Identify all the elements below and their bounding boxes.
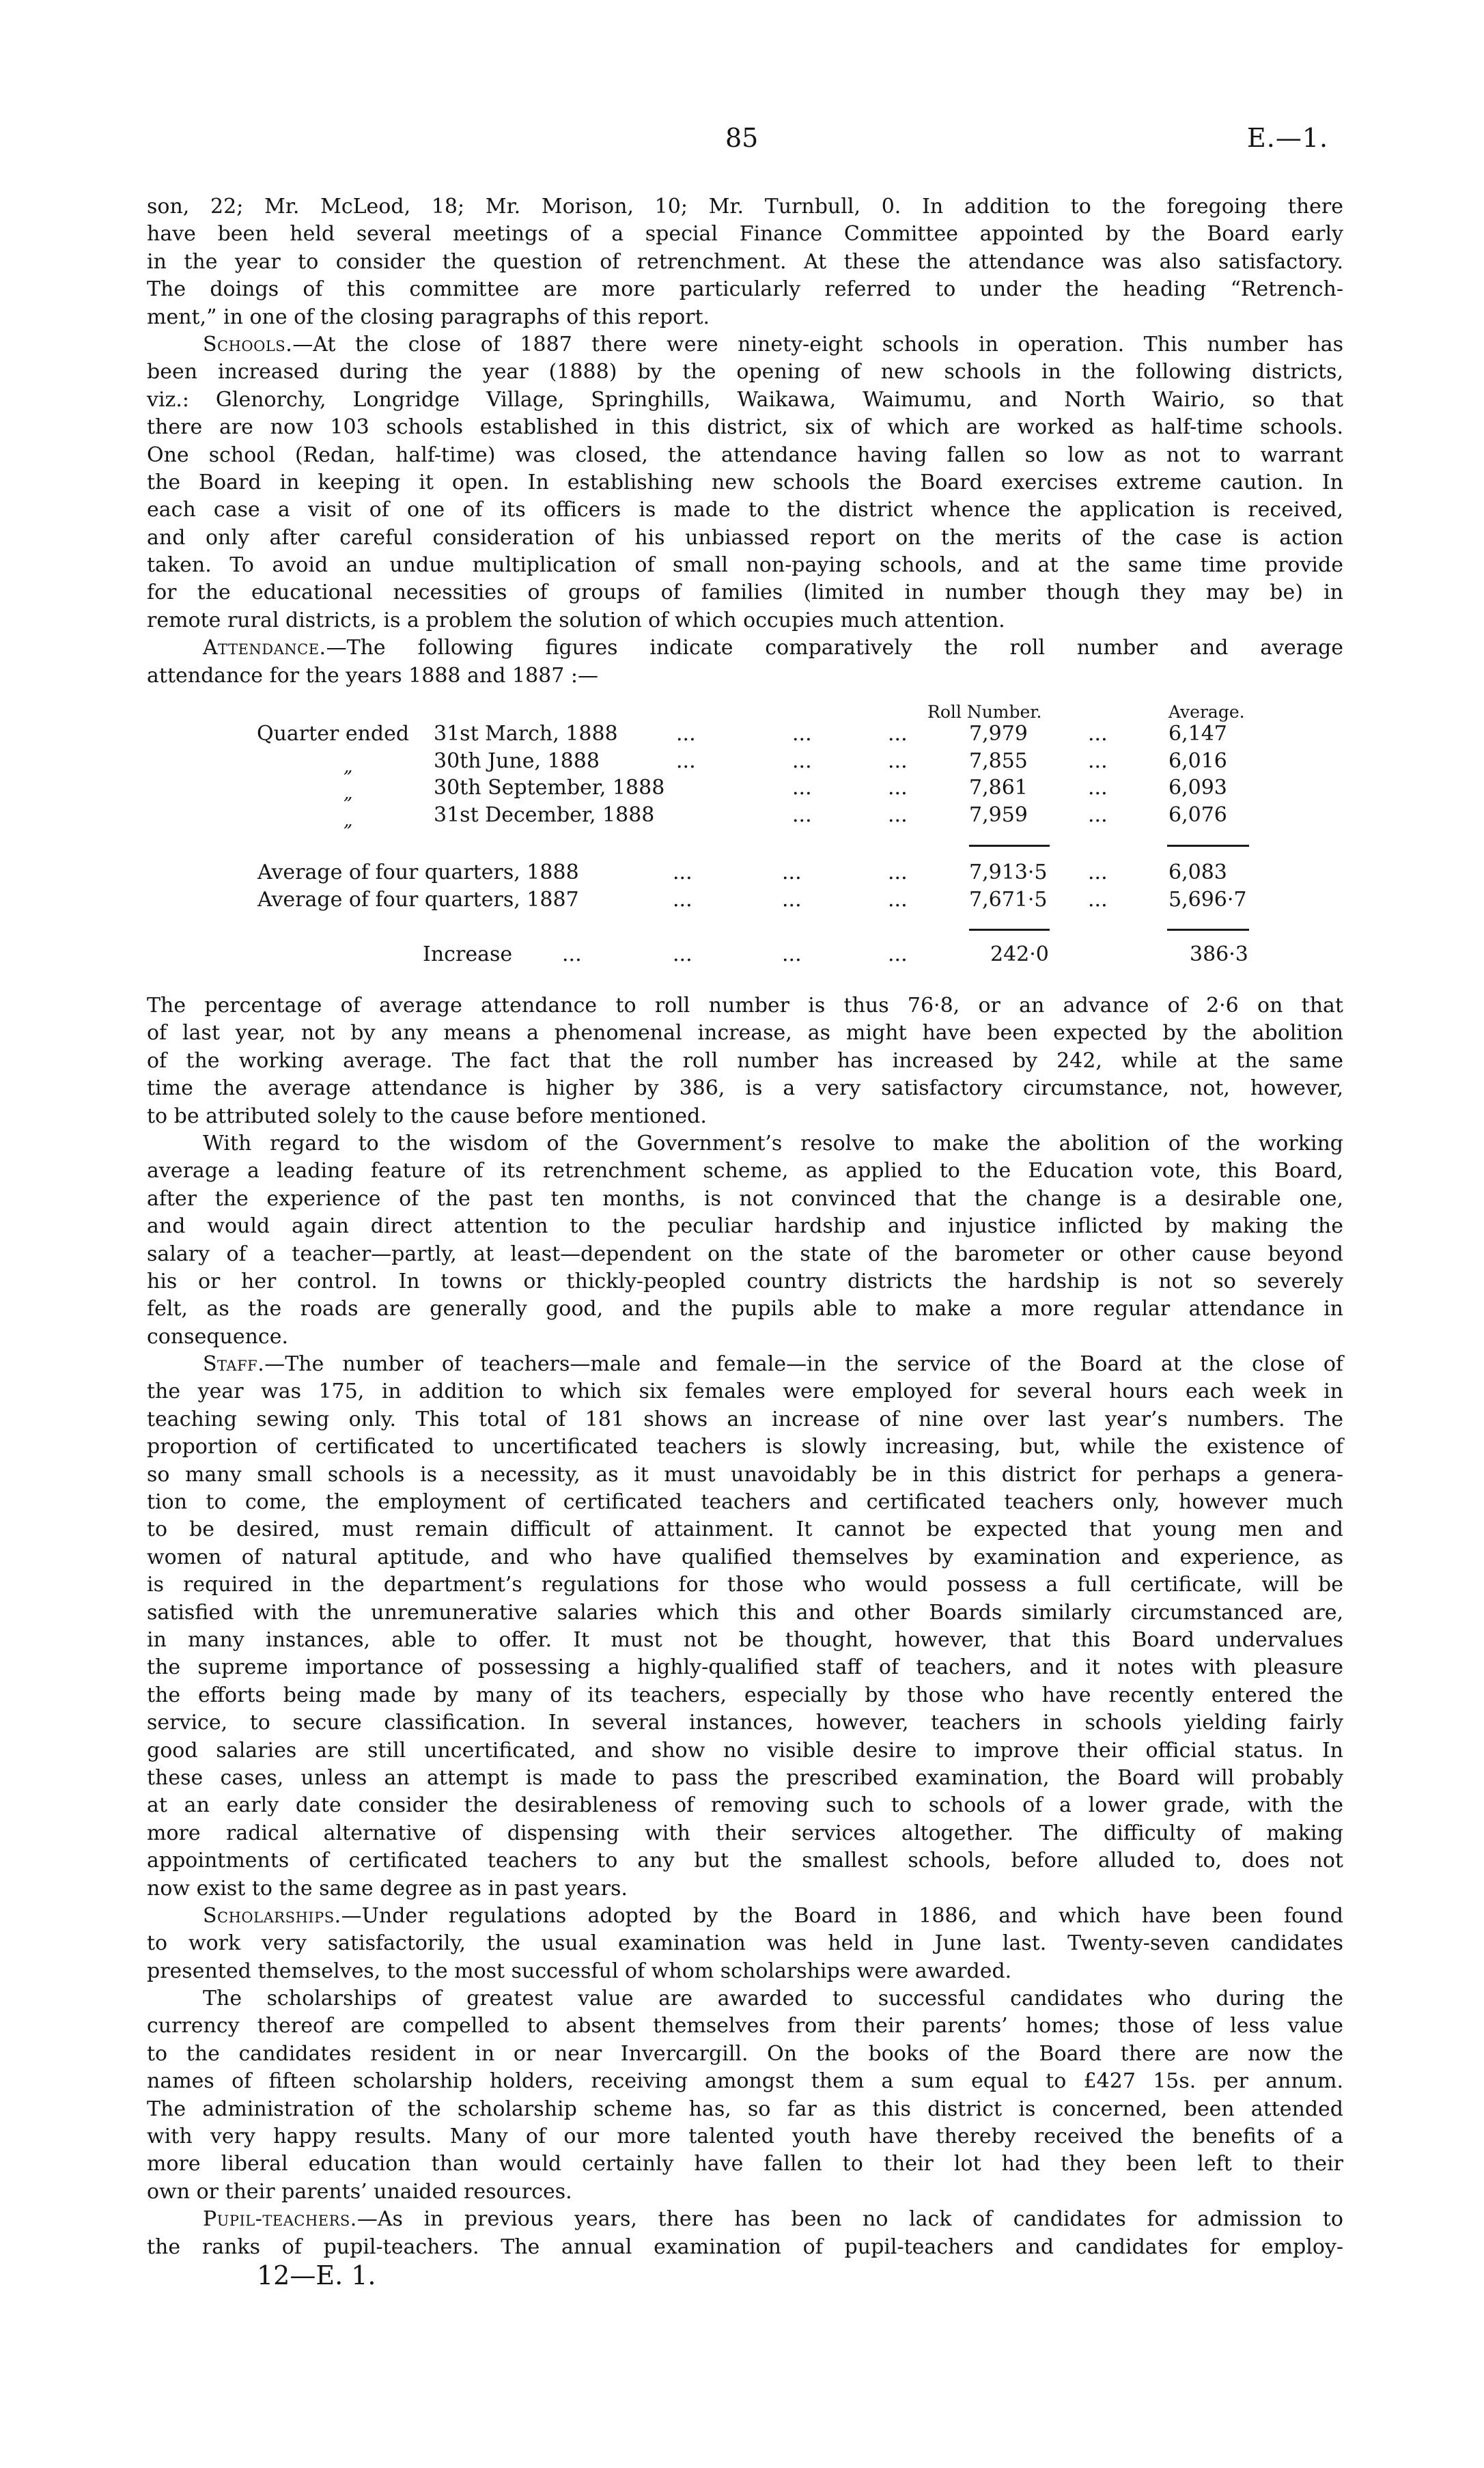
- text-line: [147, 331, 1343, 359]
- text-line: taken. To avoid an undue multiplication of small non-paying schools, and at the same time provide: [147, 553, 1343, 578]
- row-label: 30th September, 1888: [434, 776, 665, 800]
- text-line: felt, as the roads are generally good, and the pupils able to make a more regular attendance in: [147, 1297, 1343, 1321]
- average-value: 6,083: [1168, 860, 1227, 884]
- text-line: With regard to the wisdom of the Government’s resolve to make the abolition of the working: [203, 1131, 1343, 1155]
- text-line: One school (Redan, half-time) was closed, the attendance having fallen so low as not to warrant: [147, 443, 1343, 467]
- leader-dots: ...: [792, 749, 812, 773]
- text-line: salary of a teacher—partly, at least—dependent on the state of the barometer or other cause beyond: [147, 1242, 1343, 1266]
- text-line: and only after careful consideration of his unbiassed report on the merits of the case is action: [147, 525, 1343, 550]
- text-line: average a leading feature of its retrenchment scheme, as applied to the Education vote, this Board,: [147, 1159, 1343, 1183]
- paragraph-scholarships: [147, 1903, 1343, 1985]
- text-line: remote rural districts, is a problem the solution of which occupies much attention.: [147, 608, 1005, 632]
- text-line: the Board in keeping it open. In establishing new schools the Board exercises extreme caution. In: [147, 470, 1343, 494]
- text-run: —The following figures indicate comparatively the roll number and average: [326, 636, 1343, 660]
- leader-dots: ...: [1088, 888, 1108, 912]
- text-line: and would again direct attention to the peculiar hardship and injustice inflicted by making the: [147, 1214, 1343, 1239]
- signature-mark: 12—E. 1.: [257, 2260, 376, 2290]
- paragraph-scholarship-value: [147, 1985, 1343, 2206]
- leader-dots: ...: [676, 722, 696, 746]
- text-line: consequence.: [147, 1324, 289, 1349]
- average-value: 6,093: [1168, 776, 1227, 800]
- leader-dots: ...: [792, 722, 812, 746]
- paragraph-percentage: [147, 992, 1343, 1130]
- text-line: time the average attendance is higher by 386, is a very satisfactory circumstance, not, however,: [147, 1076, 1343, 1101]
- leader-dots: ...: [673, 942, 692, 966]
- text-line: The doings of this committee are more particularly referred to under the heading “Retrench-: [147, 277, 1343, 302]
- leader-dots: ...: [782, 860, 802, 884]
- text-line: to work very satisfactorily, the usual examination was held in June last. Twenty-seven candidates: [147, 1931, 1343, 1956]
- leader-dots: ...: [1088, 749, 1108, 773]
- leader-dots: ...: [888, 722, 908, 746]
- text-line: is required in the department’s regulations for those who would possess a full certificate, will be: [147, 1573, 1343, 1597]
- text-line: with very happy results. Many of our more talented youth have thereby received the benefits of a: [147, 2125, 1343, 2149]
- text-line: service, to secure classification. In several instances, however, teachers in schools yielding fairly: [147, 1711, 1343, 1735]
- text-run: —As in previous years, there has been no lack of candidates for admission to: [356, 2207, 1343, 2232]
- leader-dots: ...: [1088, 860, 1108, 884]
- average-value: 6,076: [1168, 803, 1227, 827]
- increase-label: Increase: [423, 942, 513, 966]
- text-line: to be attributed solely to the cause before mentioned.: [147, 1104, 707, 1128]
- leader-dots: ...: [1088, 803, 1108, 827]
- text-run: —Under regulations adopted by the Board in 1886, and which have been found: [341, 1903, 1343, 1928]
- leader-dots: ...: [1088, 776, 1108, 800]
- sum-rule-average: [1167, 929, 1249, 931]
- text-line: in many instances, able to offer. It must not be thought, however, that this Board undervalues: [147, 1627, 1343, 1652]
- text-run: —The number of teachers—male and female—in the service of the Board at the close of: [264, 1352, 1343, 1377]
- roll-value: 7,913·5: [969, 860, 1048, 884]
- text-line: his or her control. In towns or thickly-peopled country districts the hardship is not so severely: [147, 1269, 1343, 1293]
- text-line: the ranks of pupil-teachers. The annual examination of pupil-teachers and candidates for employ-: [147, 2234, 1343, 2259]
- section-heading-schools: Schools.: [203, 332, 293, 356]
- column-header-roll-number: Roll Number.: [927, 702, 1042, 722]
- text-line: [147, 1903, 1343, 1930]
- roll-value: 7,979: [969, 722, 1028, 746]
- text-line: to the candidates resident in or near Invercargill. On the books of the Board there are now the: [147, 2041, 1343, 2066]
- row-label: 31st December, 1888: [434, 803, 655, 827]
- text-line: viz.: Glenorchy, Longridge Village, Springhills, Waikawa, Waimumu, and North Wairio, so that: [147, 387, 1343, 412]
- paragraph-committee: [147, 193, 1343, 331]
- text-line: attendance for the years 1888 and 1887 :—: [147, 663, 598, 688]
- section-heading-attendance: Attendance.: [203, 636, 326, 660]
- text-line: of last year, not by any means a phenomenal increase, as might have been expected by the abolition: [147, 1021, 1343, 1046]
- row-label: 31st March, 1888: [434, 722, 618, 746]
- ditto-mark: „: [344, 811, 353, 831]
- leader-dots: ...: [792, 803, 812, 827]
- section-heading-staff: Staff.: [203, 1352, 265, 1377]
- document-reference: E.—1.: [1247, 123, 1329, 153]
- paragraph-staff: [147, 1351, 1343, 1903]
- paragraph-pupil-teachers: [147, 2206, 1343, 2261]
- text-line: [147, 634, 1343, 662]
- average-increase: 386·3: [1190, 942, 1248, 966]
- leader-dots: ...: [1088, 722, 1108, 746]
- text-line: the efforts being made by many of its teachers, especially by those who have recently entered the: [147, 1683, 1343, 1707]
- leader-dots: ...: [673, 888, 692, 912]
- text-run: —At the close of 1887 there were ninety-eight schools in operation. This number has: [292, 332, 1343, 356]
- text-line: [147, 1351, 1343, 1378]
- page-number: 85: [725, 123, 759, 153]
- text-line: the supreme importance of possessing a highly-qualified staff of teachers, and it notes with pleasure: [147, 1655, 1343, 1680]
- text-line: good salaries are still uncertificated, and show no visible desire to improve their official status. In: [147, 1738, 1343, 1763]
- paragraph-attendance: [147, 634, 1343, 690]
- leader-dots: ...: [673, 860, 692, 884]
- sum-rule-average: [1167, 845, 1249, 847]
- row-label: Average of four quarters, 1888: [257, 860, 579, 884]
- text-line: at an early date consider the desirableness of removing such to schools of a lower grade, with the: [147, 1793, 1343, 1818]
- row-label: Average of four quarters, 1887: [257, 888, 579, 912]
- text-line: now exist to the same degree as in past years.: [147, 1876, 628, 1901]
- leader-dots: ...: [782, 888, 802, 912]
- leader-dots: ...: [792, 776, 812, 800]
- text-block-upper: [147, 193, 1343, 690]
- column-header-average: Average.: [1168, 702, 1245, 722]
- average-value: 6,016: [1168, 749, 1227, 773]
- leader-dots: ...: [888, 803, 908, 827]
- text-block-lower: [147, 992, 1343, 2261]
- sum-rule-roll: [969, 845, 1050, 847]
- average-value: 6,147: [1168, 722, 1227, 746]
- text-line: The scholarships of greatest value are awarded to successful candidates who during the: [203, 1987, 1343, 2011]
- roll-value: 7,959: [969, 803, 1028, 827]
- text-line: in the year to consider the question of retrenchment. At these the attendance was also satisfactory.: [147, 249, 1343, 274]
- text-line: The percentage of average attendance to roll number is thus 76·8, or an advance of 2·6 on that: [147, 994, 1343, 1018]
- text-line: own or their parents’ unaided resources.: [147, 2179, 572, 2204]
- text-line: The administration of the scholarship scheme has, so far as this district is concerned, been attended: [147, 2097, 1343, 2121]
- leader-dots: ...: [888, 860, 908, 884]
- leader-dots: ...: [888, 888, 908, 912]
- leader-dots: ...: [562, 942, 582, 966]
- roll-value: 7,671·5: [969, 888, 1048, 912]
- text-line: there are now 103 schools established in this district, six of which are worked as half-time schools.: [147, 415, 1343, 440]
- text-line: these cases, unless an attempt is made to pass the prescribed examination, the Board will probably: [147, 1765, 1343, 1790]
- text-line: for the educational necessities of groups of families (limited in number though they may be) in: [147, 580, 1343, 605]
- row-label: 30th June, 1888: [434, 749, 600, 773]
- roll-increase: 242·0: [990, 942, 1049, 966]
- text-line: more liberal education than would certainly have fallen to their lot had they been left to their: [147, 2152, 1343, 2176]
- text-line: currency thereof are compelled to absent themselves from their parents’ homes; those of less value: [147, 2014, 1343, 2038]
- row-prefix: Quarter ended: [257, 722, 410, 746]
- text-line: the year was 175, in addition to which six females were employed for several hours each week in: [147, 1379, 1343, 1404]
- text-line: after the experience of the past ten months, is not convinced that the change is a desirable one,: [147, 1186, 1343, 1211]
- leader-dots: ...: [888, 749, 908, 773]
- text-line: appointments of certificated teachers to any but the smallest schools, before alluded to, does not: [147, 1849, 1343, 1873]
- section-heading-scholarships: Scholarships.: [203, 1903, 341, 1928]
- leader-dots: ...: [782, 942, 802, 966]
- leader-dots: ...: [888, 776, 908, 800]
- text-line: so many small schools is a necessity, as it must unavoidably be in this district for perhaps a genera-: [147, 1462, 1343, 1487]
- ditto-mark: „: [344, 757, 353, 777]
- sum-rule-roll: [969, 929, 1050, 931]
- paragraph-government-resolve: [147, 1130, 1343, 1351]
- text-line: more radical alternative of dispensing with their services altogether. The difficulty of making: [147, 1821, 1343, 1845]
- text-line: son, 22; Mr. McLeod, 18; Mr. Morison, 10; Mr. Turnbull, 0. In addition to the foregoing there: [147, 195, 1343, 219]
- roll-value: 7,855: [969, 749, 1028, 773]
- leader-dots: ...: [676, 749, 696, 773]
- text-line: have been held several meetings of a special Finance Committee appointed by the Board early: [147, 222, 1343, 247]
- text-line: each case a visit of one of its officers is made to the district whence the application is received,: [147, 498, 1343, 522]
- text-line: been increased during the year (1888) by the opening of new schools in the following districts,: [147, 360, 1343, 384]
- text-line: teaching sewing only. This total of 181 shows an increase of nine over last year’s numbers. The: [147, 1407, 1343, 1431]
- section-heading-pupil-teachers: Pupil-teachers.: [203, 2207, 357, 2232]
- average-value: 5,696·7: [1168, 888, 1247, 912]
- text-line: to be desired, must remain difficult of attainment. It cannot be expected that young men and: [147, 1517, 1343, 1542]
- leader-dots: ...: [888, 942, 908, 966]
- text-line: satisfied with the unremunerative salaries which this and other Boards similarly circumstanced are,: [147, 1600, 1343, 1625]
- text-line: women of natural aptitude, and who have qualified themselves by examination and experience, as: [147, 1545, 1343, 1569]
- text-line: presented themselves, to the most successful of whom scholarships were awarded.: [147, 1959, 1012, 1983]
- roll-value: 7,861: [969, 776, 1028, 800]
- text-line: names of fifteen scholarship holders, receiving amongst them a sum equal to £427 15s. per annum.: [147, 2069, 1343, 2094]
- text-line: [147, 2206, 1343, 2233]
- text-line: ment,” in one of the closing paragraphs of this report.: [147, 305, 710, 329]
- text-line: of the working average. The fact that the roll number has increased by 242, while at the same: [147, 1048, 1343, 1073]
- text-line: tion to come, the employment of certificated teachers and certificated teachers only, however much: [147, 1490, 1343, 1515]
- paragraph-schools: [147, 331, 1343, 634]
- ditto-mark: „: [344, 783, 353, 804]
- text-line: proportion of certificated to uncertificated teachers is slowly increasing, but, while the existence of: [147, 1435, 1343, 1459]
